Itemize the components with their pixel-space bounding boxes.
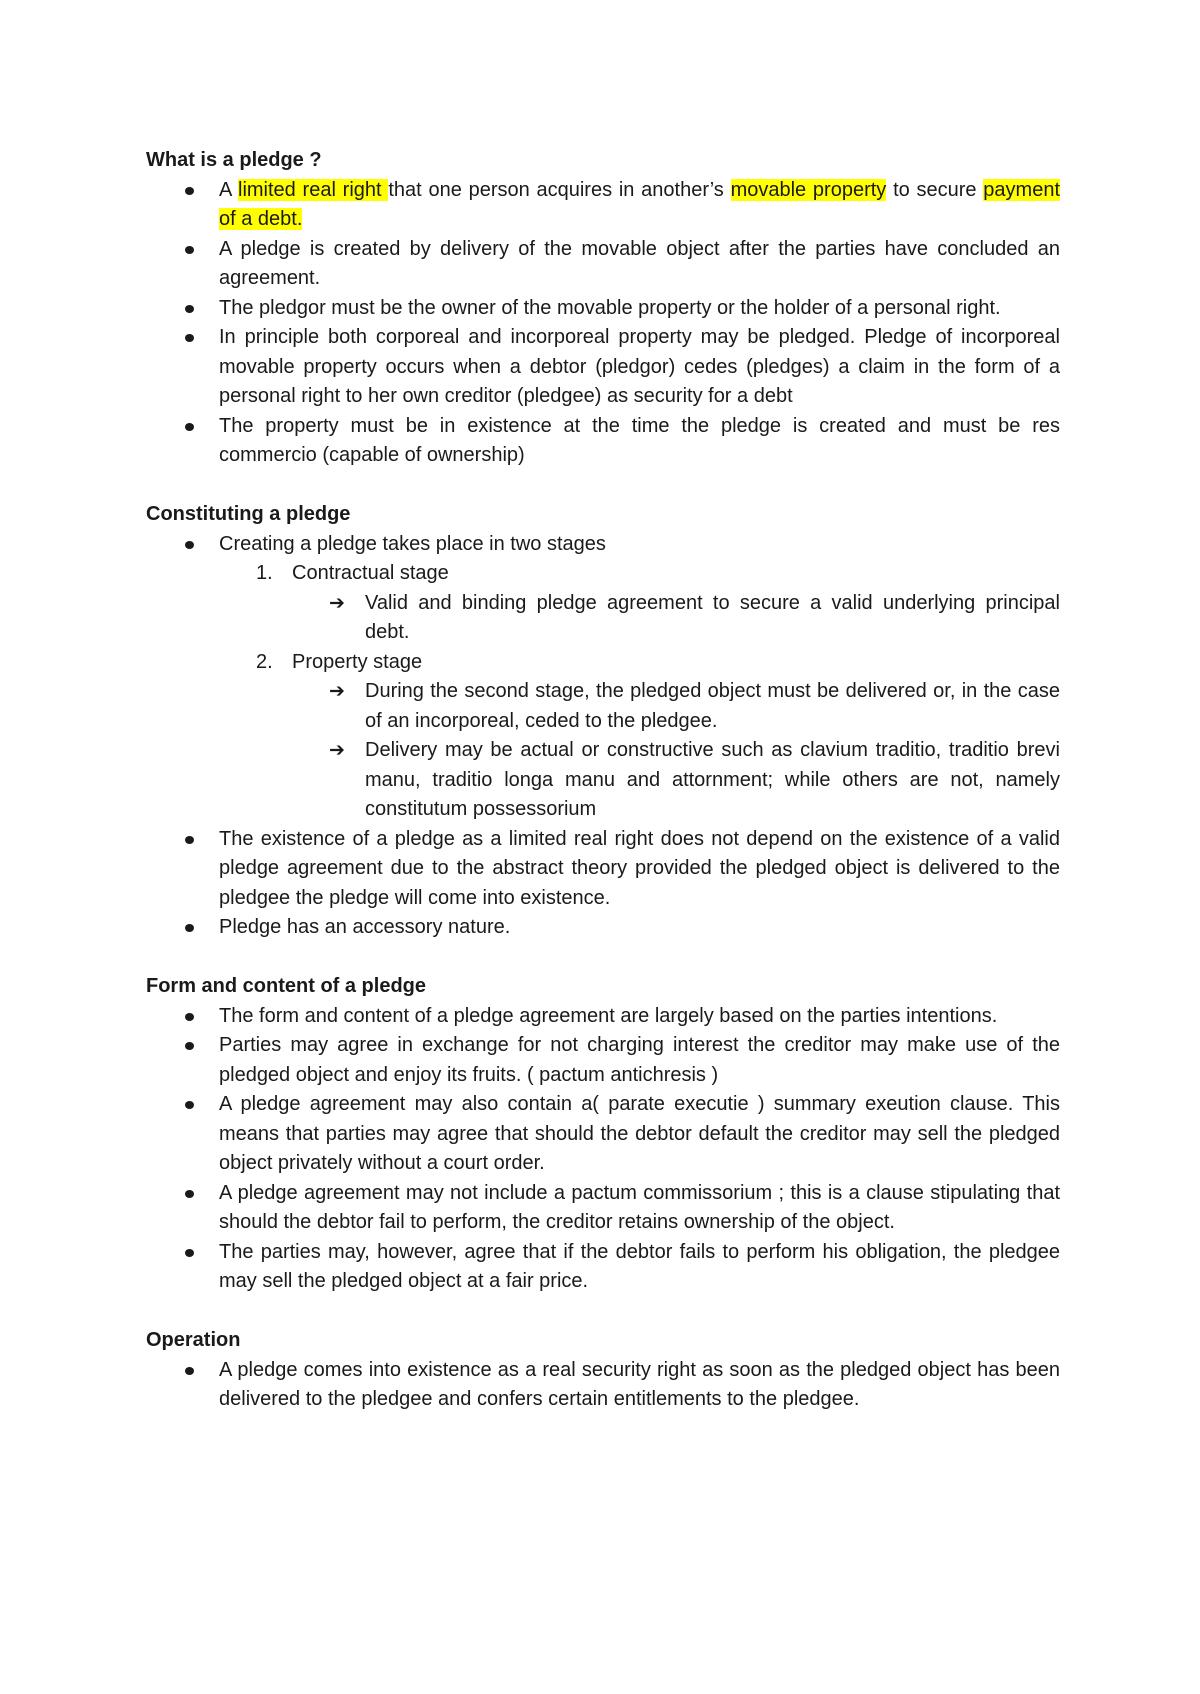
list-item: A limited real right that one person acquires in another’s movable property to secure payment of a debt.: [146, 176, 1060, 235]
list-item: Creating a pledge takes place in two stages: [146, 530, 1060, 560]
list-item: ➔ Valid and binding pledge agreement to secure a valid underlying principal debt.: [146, 589, 1060, 648]
section-what-is-a-pledge: [146, 146, 1060, 471]
list-item: The parties may, however, agree that if the debtor fails to perform his obligation, the pledgee may sell the pledged object at a fair price.: [146, 1238, 1060, 1297]
bullet-list: [146, 1002, 1060, 1297]
stage-label: Property stage: [292, 650, 423, 673]
list-item: A pledge agreement may not include a pactum commissorium ; this is a clause stipulating that should the debtor fail to perform, the creditor retains ownership of the object.: [146, 1179, 1060, 1238]
section-form-and-content: [146, 972, 1060, 1297]
list-item: A pledge is created by delivery of the movable object after the parties have concluded an agreement.: [146, 235, 1060, 294]
list-item: [146, 559, 1060, 589]
section-constituting-a-pledge: [146, 500, 1060, 943]
list-number: 2.: [256, 650, 273, 673]
section-operation: [146, 1326, 1060, 1415]
highlighted-text: movable property: [730, 178, 887, 201]
section-heading: What is a pledge ?: [146, 149, 322, 171]
numbered-list: [146, 648, 1060, 678]
stage-label: Contractual stage: [292, 562, 449, 584]
list-item: Parties may agree in exchange for not charging interest the creditor may make use of the pledged object and enjoy its fruits. ( pactum antichresis ): [146, 1031, 1060, 1090]
highlighted-text: limited real right: [238, 178, 389, 201]
arrow-list: [146, 589, 1060, 648]
list-item: The property must be in existence at the time the pledge is created and must be res commercio (capable of ownership): [146, 412, 1060, 471]
list-item: A pledge comes into existence as a real security right as soon as the pledged object has been delivered to the pledgee and confers certain entitlements to the pledgee.: [146, 1356, 1060, 1415]
list-item: In principle both corporeal and incorporeal property may be pledged. Pledge of incorporeal movable property occurs when a debtor (pledgor) cedes (pledges) a claim in the form of a personal right to her own creditor (pledgee) as security for a debt: [146, 323, 1060, 412]
numbered-list: [146, 559, 1060, 589]
arrow-right-icon: ➔: [329, 681, 345, 702]
list-item: ➔ Delivery may be actual or constructive such as clavium traditio, traditio brevi manu, traditio longa manu and attornment; while others are not, namely constitutum possessorium: [146, 736, 1060, 825]
list-item: The pledgor must be the owner of the movable property or the holder of a personal right.: [146, 294, 1060, 324]
arrow-right-icon: ➔: [329, 740, 345, 761]
bullet-list: [146, 176, 1060, 471]
highlighted-text: payment of a debt.: [219, 178, 1061, 230]
list-item: A pledge agreement may also contain a( parate executie ) summary exeution clause. This means that parties may agree that should the debtor default the creditor may sell the pledged object privately without a court order.: [146, 1090, 1060, 1179]
section-heading: Operation: [146, 1329, 241, 1351]
list-item: The existence of a pledge as a limited real right does not depend on the existence of a valid pledge agreement due to the abstract theory provided the pledged object is delivered to the pledgee the pledge will come into existence.: [146, 825, 1060, 914]
document-body: [146, 146, 1060, 1444]
arrow-right-icon: ➔: [329, 592, 345, 614]
bullet-list: [146, 825, 1060, 943]
list-item: [146, 648, 1060, 678]
section-heading: Form and content of a pledge: [146, 975, 427, 997]
list-number: 1.: [256, 562, 273, 584]
list-item: ➔ During the second stage, the pledged object must be delivered or, in the case of an incorporeal, ceded to the pledgee.: [146, 677, 1060, 736]
bullet-list: [146, 1356, 1060, 1415]
section-heading: Constituting a pledge: [146, 503, 351, 525]
list-item: Pledge has an accessory nature.: [146, 913, 1060, 943]
list-item: The form and content of a pledge agreement are largely based on the parties intentions.: [146, 1002, 1060, 1032]
bullet-list: [146, 530, 1060, 560]
arrow-list: [146, 677, 1060, 825]
